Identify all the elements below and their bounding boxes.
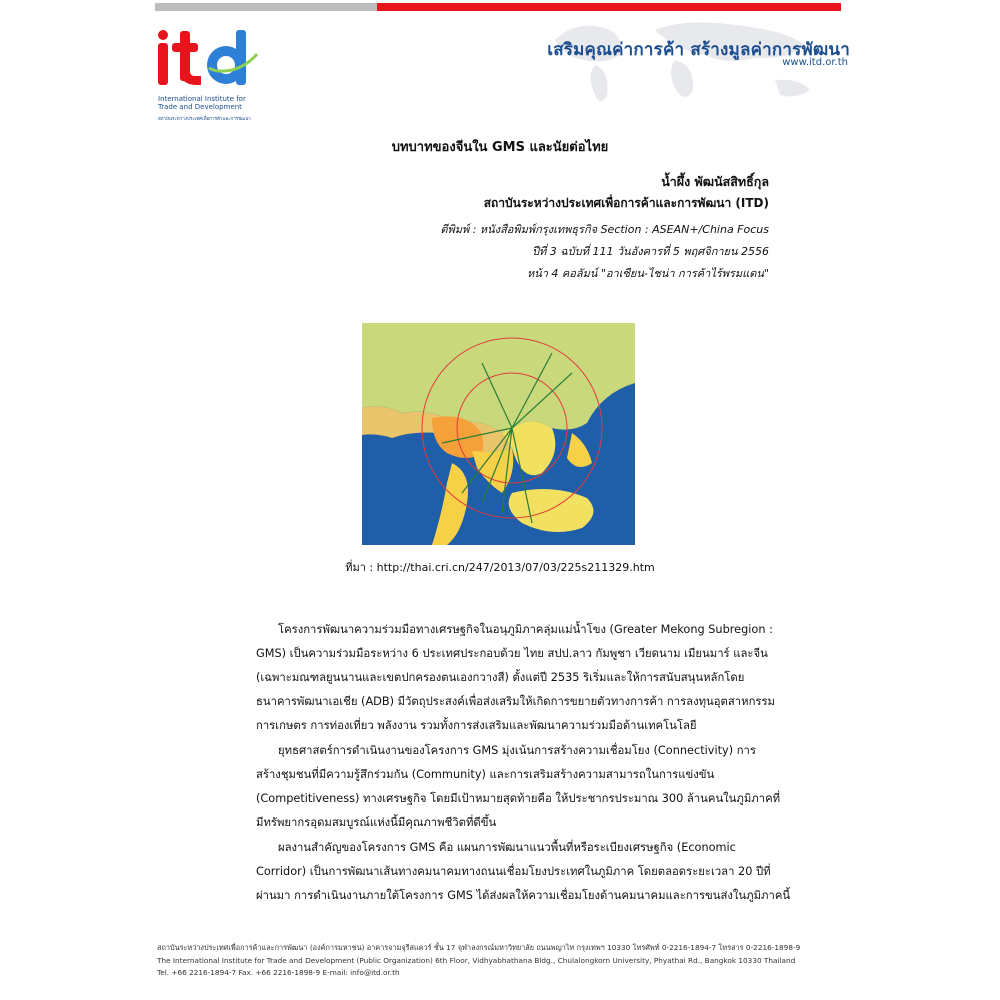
header-website: www.itd.or.th [782,57,848,68]
article-title: บทบาทของจีนใน GMS และนัยต่อไทย [391,140,609,155]
publication-line: ปีที่ 3 ฉบับที่ 111 วันอังคารที่ 5 พฤศจิกายน 2556 [532,245,769,258]
publication-line: หน้า 4 คอลัมน์ "อาเซียน-ไชน่า การค้าไร้พรมแดน" [526,267,769,280]
logo-subtitle: International Institute for Trade and Development [158,95,246,111]
body-paragraph: ยุทธศาสตร์การดำเนินงานของโครงการ GMS มุ่งเน้นการสร้างความเชื่อมโยง (Connectivity) การ สร้างชุมชนที่มีความรู้สึกร่วมกัน (Community) และการเสริมสร้างความสามารถในการแข่งขัน (Competitiveness) ทางเศรษฐกิจ โดยมีเป้าหมายสุดท้ายคือ ให้ประชากรประมาณ 300 ล้านคนในภูมิภาคที่ มีทรัพยากรอุดมสมบูรณ์แห่งนี้มีคุณภาพชีวิตที่ดีขึ้น [256,744,781,829]
logo-tagline: สถาบันระหว่างประเทศเพื่อการค้าและการพัฒนา [158,117,251,122]
header-bar-gray [155,3,377,11]
article-organization: สถาบันระหว่างประเทศเพื่อการค้าและการพัฒนา (ITD) [483,196,769,210]
header-slogan: เสริมคุณค่าการค้า สร้างมูลค่าการพัฒนา [547,40,850,60]
gms-region-map-image [362,323,635,545]
image-source: ที่มา : http://thai.cri.cn/247/2013/07/03/225s211329.htm [345,561,655,574]
publication-line: ตีพิมพ์ : หนังสือพิมพ์กรุงเทพธุรกิจ Section : ASEAN+/China Focus [440,223,769,236]
article-author: น้ำผึ้ง พัฒนัสสิทธิ์กุล [661,174,769,189]
body-paragraph: โครงการพัฒนาความร่วมมือทางเศรษฐกิจในอนุภูมิภาคลุ่มแม่น้ำโขง (Greater Mekong Subregion : GMS) เป็นความร่วมมือระหว่าง 6 ประเทศประกอบด้วย ไทย สปป.ลาว กัมพูชา เวียดนาม เมียนมาร์ และจีน (เฉพาะมณฑลยูนนานและเขตปกครองตนเองกวางสี) ตั้งแต่ปี 2535 ริเริ่มและให้การสนับสนุนหลักโดย ธนาคารพัฒนาเอเชีย (ADB) มีวัตถุประสงค์เพื่อส่งเสริมให้เกิดการขยายตัวทางการค้า การลงทุนอุตสาหกรรม การเกษตร การท่องเที่ยว พลังงาน รวมทั้งการส่งเสริมและพัฒนาความร่วมมือด้านเทคโนโลยี [256,623,775,732]
body-paragraph: ผลงานสำคัญของโครงการ GMS คือ แผนการพัฒนาแนวพื้นที่หรือระเบียงเศรษฐกิจ (Economic Corridor) เป็นการพัฒนาเส้นทางคมนาคมทางถนนเชื่อมโยงประเทศในภูมิภาค โดยตลอดระยะเวลา 20 ปีที่ ผ่านมา การดำเนินงานภายใต้โครงการ GMS ได้ส่งผลให้ความเชื่อมโยงด้านคมนาคมและการขนส่งในภูมิภาคนี้ [256,841,791,902]
page-footer: สถาบันระหว่างประเทศเพื่อการค้าและการพัฒนา (องค์การมหาชน) อาคารจามจุรีสแควร์ ชั้น 17 จุฬาลงกรณ์มหาวิทยาลัย ถนนพญาไท กรุงเทพฯ 10330 โทรศัพท์ 0-2216-1894-7 โทรสาร 0-2216-1898-9 The International Institute for Trade and Development (Public Organization) 6th Floor, Vidhyabhathana Bldg., Chulalongkorn University, Phyathai Rd., Bangkok 10330 Thailand Tel. +66 2216-1894-7 Fax. +66 2216-1898-9 E-mail: info@itd.or.th [157,943,801,977]
